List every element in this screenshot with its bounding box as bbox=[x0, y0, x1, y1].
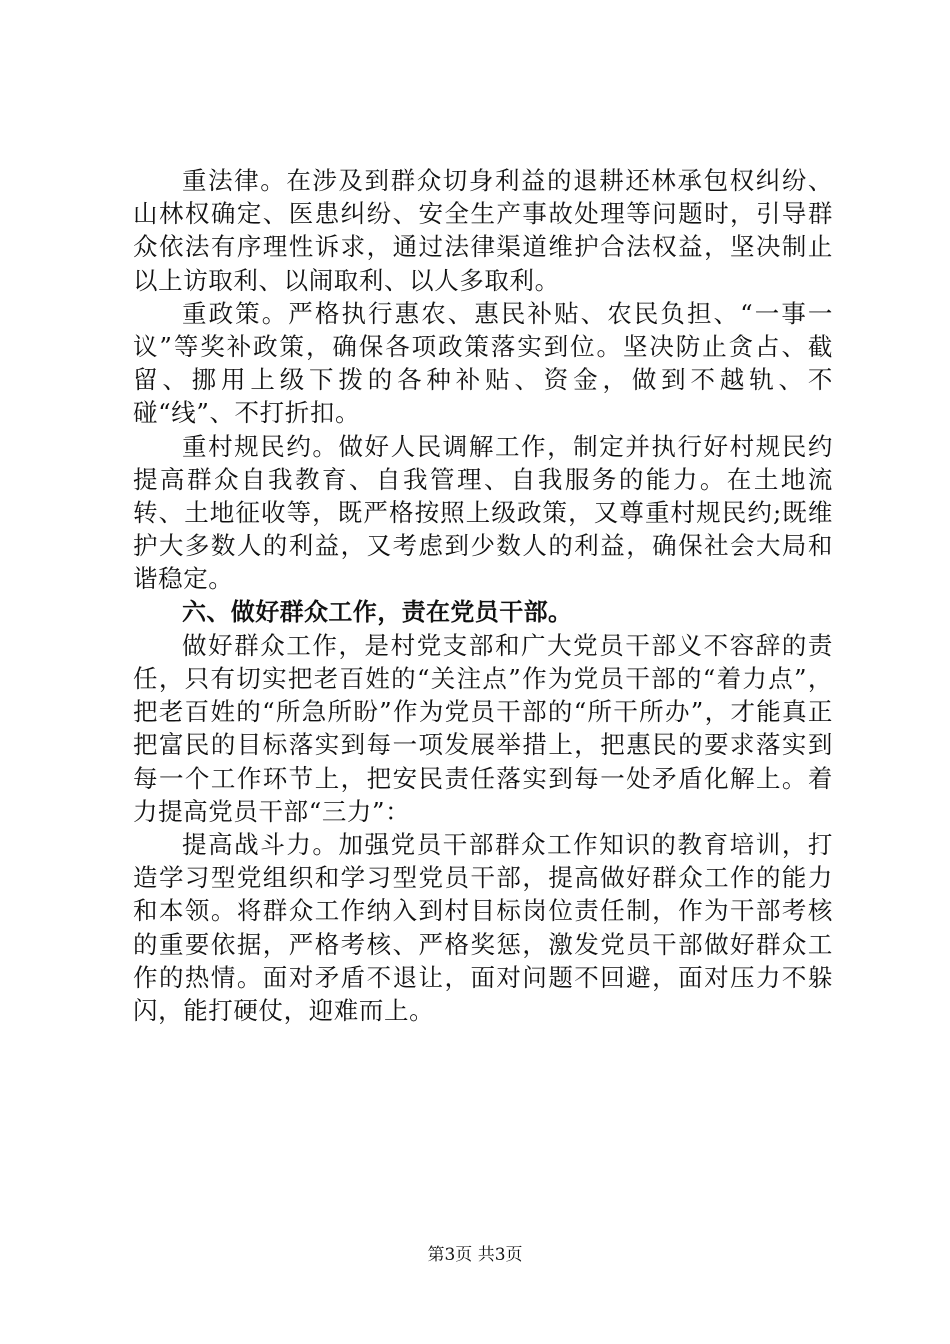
paragraph-law: 重法律。在涉及到群众切身利益的退耕还林承包权纠纷、山林权确定、医患纠纷、安全生产事故处理等问题时，引导群众依法有序理性诉求，通过法律渠道维护合法权益，坚决制止以上访取利、以闹取利、以人多取利。 bbox=[133, 166, 833, 295]
paragraph-policy: 重政策。严格执行惠农、惠民补贴、农民负担、“一事一议”等奖补政策，确保各项政策落实到位。坚决防止贪占、截留、挪用上级下拨的各种补贴、资金，做到不越轨、不碰“线”、不打折扣。 bbox=[133, 298, 833, 428]
document-body bbox=[133, 164, 833, 1027]
section-heading: 六、做好群众工作，责在党员干部。 bbox=[182, 597, 573, 626]
page-footer: 第3页 共3页 bbox=[427, 1245, 523, 1265]
paragraph-mass-work: 做好群众工作，是村党支部和广大党员干部义不容辞的责任，只有切实把老百姓的“关注点”作为党员干部的“着力点”，把老百姓的“所急所盼”作为党员干部的“所干所办”，才能真正把富民的目标落实到每一项发展举措上，把惠民的要求落实到每一个工作环节上，把安民责任落实到每一处矛盾化解上。着力提高党员干部“三力”： bbox=[133, 630, 833, 826]
paragraph-combat-power: 提高战斗力。加强党员干部群众工作知识的教育培训，打造学习型党组织和学习型党员干部，提高做好群众工作的能力和本领。将群众工作纳入到村目标岗位责任制，作为干部考核的重要依据，严格考核、严格奖惩，激发党员干部做好群众工作的热情。面对矛盾不退让，面对问题不回避，面对压力不躲闪，能打硬仗，迎难而上。 bbox=[133, 830, 833, 1026]
paragraph-village-rules: 重村规民约。做好人民调解工作，制定并执行好村规民约提高群众自我教育、自我管理、自我服务的能力。在土地流转、土地征收等，既严格按照上级政策，又尊重村规民约;既维护大多数人的利益，又考虑到少数人的利益，确保社会大局和谐稳定。 bbox=[133, 431, 833, 594]
